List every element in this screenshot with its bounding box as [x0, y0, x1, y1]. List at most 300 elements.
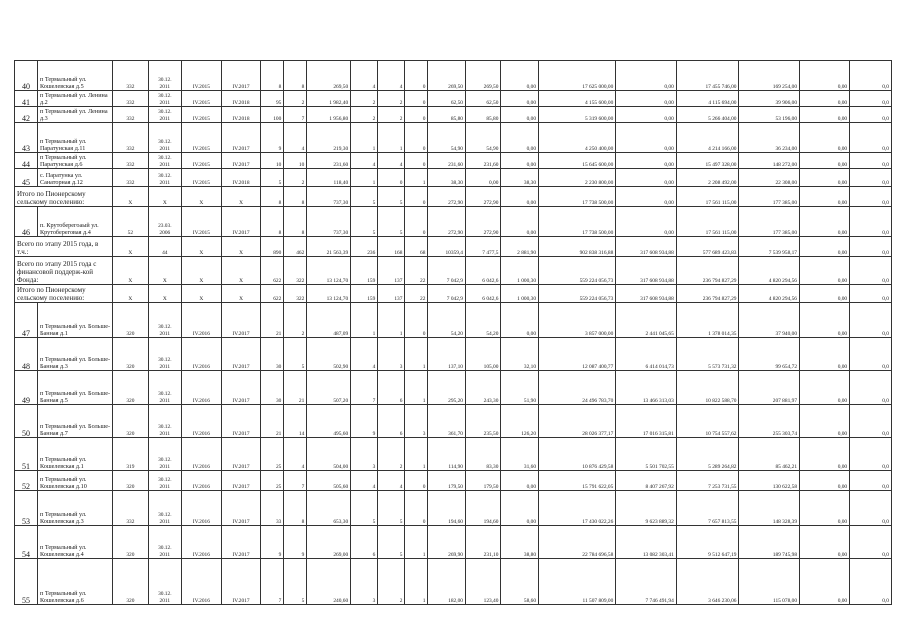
cell-p3: 0 — [405, 91, 428, 107]
cell-b: 2 — [284, 91, 307, 107]
cell-p1: 4 — [351, 61, 378, 91]
address-cell: п Термальный ул. Ленина д.2 — [37, 91, 112, 107]
cell-date: 23.03. 2006 — [148, 207, 181, 237]
table-row — [15, 207, 892, 237]
cell-t1: 15 791 622,05 — [539, 471, 616, 491]
table-row — [15, 123, 892, 153]
cell-q1: IV.2016 — [182, 471, 222, 491]
cell-q1: IV.2015 — [182, 123, 222, 153]
cell-t2: 317 608 934,88 — [616, 237, 677, 257]
cell-mo: 320 — [113, 559, 148, 605]
cell-t2: 0,00 — [616, 153, 677, 169]
cell-t6: 0,0 — [850, 491, 892, 526]
cell-t2: 0,00 — [616, 123, 677, 153]
cell-t6: 0,0 — [850, 257, 892, 285]
cell-t6: 0,0 — [850, 237, 892, 257]
cell-b: 7 — [284, 471, 307, 491]
cell-p3: 0 — [405, 187, 428, 207]
cell-q1: X — [182, 257, 222, 285]
cell-p1: 3 — [351, 559, 378, 605]
address-cell: п Термальный ул. Кошелевская д.10 — [37, 471, 112, 491]
table-row — [15, 91, 892, 107]
cell-date: 30.12. 2011 — [148, 471, 181, 491]
cell-s2: 272,90 — [465, 187, 500, 207]
cell-t6: 0,0 — [850, 207, 892, 237]
cell-b: 5 — [284, 338, 307, 371]
cell-p3: 1 — [405, 438, 428, 471]
cell-s1: 231,60 — [428, 153, 466, 169]
cell-a: 8 — [261, 207, 284, 237]
cell-p1: 2 — [351, 91, 378, 107]
address-cell: п. Крутоберегоаый ул. Крутобереговая д.4 — [37, 207, 112, 237]
cell-t1: 5 319 600,00 — [539, 107, 616, 123]
cell-q2: IV.2017 — [221, 61, 261, 91]
cell-a: 33 — [261, 491, 284, 526]
cell-q2: IV.2017 — [221, 559, 261, 605]
cell-s2: 6 042,6 — [465, 285, 500, 303]
cell-t6: 0,0 — [850, 107, 892, 123]
cell-q1: IV.2015 — [182, 207, 222, 237]
cell-p1: 5 — [351, 187, 378, 207]
cell-p3: 22 — [405, 257, 428, 285]
cell-t3: 5 573 731,32 — [676, 338, 739, 371]
cell-date: 30.12. 2011 — [148, 338, 181, 371]
cell-t4: 169 254,00 — [739, 61, 800, 91]
cell-t1: 24 496 783,70 — [539, 371, 616, 405]
cell-mo: 332 — [113, 169, 148, 187]
table-row — [15, 153, 892, 169]
cell-p1: 1 — [351, 169, 378, 187]
cell-p2: 4 — [378, 471, 405, 491]
cell-q2: IV.2017 — [221, 405, 261, 438]
cell-t4: 148 272,00 — [739, 153, 800, 169]
cell-b: 4 — [284, 123, 307, 153]
cell-a: 8 — [261, 187, 284, 207]
cell-q1: IV.2016 — [182, 559, 222, 605]
cell-t3: 17 561 115,00 — [676, 187, 739, 207]
cell-t4: 39 906,00 — [739, 91, 800, 107]
cell-t6: 0,0 — [850, 559, 892, 605]
cell-q2: X — [221, 285, 261, 303]
cell-mo: 332 — [113, 123, 148, 153]
cell-t6: 0,0 — [850, 371, 892, 405]
cell-mo: 320 — [113, 303, 148, 338]
row-number: 46 — [15, 207, 38, 237]
cell-p3: 0 — [405, 61, 428, 91]
cell-q2: IV.2017 — [221, 371, 261, 405]
cell-s3: 31,60 — [501, 438, 539, 471]
cell-s2: 7 477,5 — [465, 237, 500, 257]
cell-b: 8 — [284, 491, 307, 526]
cell-p1: 4 — [351, 153, 378, 169]
cell-p3: 0 — [405, 153, 428, 169]
cell-p1: 2 — [351, 107, 378, 123]
cell-mo: 320 — [113, 405, 148, 438]
cell-t5: 0,00 — [800, 207, 850, 237]
cell-t6: 0,0 — [850, 303, 892, 338]
cell-t3: 236 794 827,29 — [676, 285, 739, 303]
cell-t5: 0,00 — [800, 338, 850, 371]
cell-s3: 0,00 — [501, 207, 539, 237]
cell-t6: 0,0 — [850, 285, 892, 303]
row-number: 44 — [15, 153, 38, 169]
cell-t3: 5 266 404,00 — [676, 107, 739, 123]
cell-p3: 0 — [405, 207, 428, 237]
row-number: 52 — [15, 471, 38, 491]
cell-q2: IV.2018 — [221, 91, 261, 107]
row-number: 50 — [15, 405, 38, 438]
cell-t6: 0,0 — [850, 153, 892, 169]
cell-q2: IV.2017 — [221, 303, 261, 338]
cell-t4: 22 308,00 — [739, 169, 800, 187]
cell-t3: 4 115 694,00 — [676, 91, 739, 107]
cell-s2: 85,80 — [465, 107, 500, 123]
cell-date: X — [148, 257, 181, 285]
cell-p2: 5 — [378, 491, 405, 526]
cell-p3: 0 — [405, 123, 428, 153]
cell-s1: 10359,4 — [428, 237, 466, 257]
cell-mo: 320 — [113, 371, 148, 405]
cell-p2: 6 — [378, 371, 405, 405]
cell-b: 322 — [284, 285, 307, 303]
address-cell: п Термальный ул. Больше-Банная д.1 — [37, 303, 112, 338]
cell-p3: 1 — [405, 169, 428, 187]
cell-t3: 236 794 827,29 — [676, 257, 739, 285]
cell-q1: IV.2016 — [182, 526, 222, 559]
cell-a: 8 — [261, 61, 284, 91]
cell-t1: 17 625 000,00 — [539, 61, 616, 91]
cell-b: 4 — [284, 438, 307, 471]
table-total-row — [15, 257, 892, 285]
cell-date: 30.12. 2011 — [148, 123, 181, 153]
table-row — [15, 491, 892, 526]
cell-t5: 0,00 — [800, 91, 850, 107]
cell-a: 100 — [261, 107, 284, 123]
cell-s3: 0,00 — [501, 123, 539, 153]
cell-p3: 22 — [405, 285, 428, 303]
table-row — [15, 338, 892, 371]
cell-t6: 0,0 — [850, 61, 892, 91]
cell-t4: 189 745,98 — [739, 526, 800, 559]
cell-s3: 51,90 — [501, 371, 539, 405]
cell-s3: 0,00 — [501, 153, 539, 169]
cell-a: 9 — [261, 526, 284, 559]
cell-t2: 0,00 — [616, 61, 677, 91]
cell-q1: IV.2016 — [182, 491, 222, 526]
cell-s3: 38,30 — [501, 169, 539, 187]
cell-area: 118,40 — [307, 169, 351, 187]
cell-t1: 15 645 600,00 — [539, 153, 616, 169]
cell-area: 1 982,40 — [307, 91, 351, 107]
cell-t1: 17 738 500,00 — [539, 187, 616, 207]
cell-a: 9 — [261, 123, 284, 153]
cell-t1: 12 087 400,77 — [539, 338, 616, 371]
cell-b: 7 — [284, 107, 307, 123]
cell-mo: X — [113, 285, 148, 303]
row-number: 53 — [15, 491, 38, 526]
cell-mo: 332 — [113, 153, 148, 169]
table-total-row — [15, 285, 892, 303]
cell-s3: 0,00 — [501, 471, 539, 491]
cell-p2: 137 — [378, 285, 405, 303]
cell-area: 1 956,80 — [307, 107, 351, 123]
cell-date: 30.12. 2011 — [148, 303, 181, 338]
address-cell: п Термальный ул. Паратунская д.6 — [37, 153, 112, 169]
cell-b: 14 — [284, 405, 307, 438]
cell-t6: 0,0 — [850, 405, 892, 438]
cell-s1: 182,00 — [428, 559, 466, 605]
cell-q1: IV.2016 — [182, 438, 222, 471]
address-cell: п Термальный ул. Кошелевская д.3 — [37, 491, 112, 526]
cell-t2: 0,00 — [616, 169, 677, 187]
cell-date: 30.12. 2011 — [148, 107, 181, 123]
table-row — [15, 169, 892, 187]
cell-p2: 4 — [378, 153, 405, 169]
cell-t4: 148 328,39 — [739, 491, 800, 526]
cell-t5: 0,00 — [800, 107, 850, 123]
cell-p1: 1 — [351, 303, 378, 338]
cell-t1: 17 738 500,00 — [539, 207, 616, 237]
cell-q2: IV.2018 — [221, 169, 261, 187]
address-cell: п Термальный ул. Больше-Банная д.3 — [37, 338, 112, 371]
cell-q2: IV.2017 — [221, 526, 261, 559]
cell-t1: 559 224 056,73 — [539, 257, 616, 285]
row-number: 49 — [15, 371, 38, 405]
cell-t1: 4 155 600,00 — [539, 91, 616, 107]
cell-p1: 4 — [351, 338, 378, 371]
cell-area: 653,30 — [307, 491, 351, 526]
cell-q2: IV.2017 — [221, 153, 261, 169]
cell-t4: 99 654,72 — [739, 338, 800, 371]
cell-t3: 7 657 813,55 — [676, 491, 739, 526]
cell-area: 505,60 — [307, 471, 351, 491]
cell-s3: 0,00 — [501, 91, 539, 107]
cell-t4: 36 234,00 — [739, 123, 800, 153]
cell-mo: 320 — [113, 471, 148, 491]
cell-s3: 0,00 — [501, 107, 539, 123]
cell-t3: 577 689 423,83 — [676, 237, 739, 257]
cell-p3: 0 — [405, 303, 428, 338]
cell-a: 890 — [261, 237, 284, 257]
cell-a: 30 — [261, 338, 284, 371]
address-cell: п Термальный ул. Кошелевская д.4 — [37, 526, 112, 559]
cell-s1: 137,10 — [428, 338, 466, 371]
row-number: 45 — [15, 169, 38, 187]
cell-p2: 5 — [378, 526, 405, 559]
cell-date: 30.12. 2011 — [148, 91, 181, 107]
cell-s3: 1 000,30 — [501, 285, 539, 303]
cell-mo: 320 — [113, 338, 148, 371]
address-cell: п Термальный ул. Кошелевская д.5 — [37, 61, 112, 91]
cell-p1: 3 — [351, 438, 378, 471]
address-cell: п Термальный ул. Паратунская д.11 — [37, 123, 112, 153]
cell-t5: 0,00 — [800, 169, 850, 187]
cell-p2: 1 — [378, 303, 405, 338]
cell-area: 21 563,39 — [307, 237, 351, 257]
cell-t2: 0,00 — [616, 207, 677, 237]
cell-s2: 231,10 — [465, 526, 500, 559]
table-row — [15, 371, 892, 405]
table-row — [15, 405, 892, 438]
cell-p2: 4 — [378, 61, 405, 91]
cell-area: 231,60 — [307, 153, 351, 169]
cell-p1: 5 — [351, 491, 378, 526]
cell-t1: 902 838 316,88 — [539, 237, 616, 257]
table-total-row — [15, 237, 892, 257]
cell-a: 30 — [261, 371, 284, 405]
cell-b: 2 — [284, 169, 307, 187]
cell-t1: 10 876 429,58 — [539, 438, 616, 471]
cell-t2: 0,00 — [616, 107, 677, 123]
address-cell: п Термальный ул. Кошелевская д.6 — [37, 559, 112, 605]
cell-t5: 0,00 — [800, 303, 850, 338]
cell-t4: 4 820 294,56 — [739, 257, 800, 285]
cell-q1: IV.2015 — [182, 169, 222, 187]
cell-t2: 7 746 491,94 — [616, 559, 677, 605]
cell-p2: 2 — [378, 91, 405, 107]
cell-mo: 332 — [113, 61, 148, 91]
cell-date: 44 — [148, 237, 181, 257]
cell-t5: 0,00 — [800, 371, 850, 405]
row-number: 51 — [15, 438, 38, 471]
cell-t4: 130 622,58 — [739, 471, 800, 491]
cell-s2: 269,50 — [465, 61, 500, 91]
cell-area: 240,60 — [307, 559, 351, 605]
cell-t1: 3 857 000,00 — [539, 303, 616, 338]
cell-t6: 0,0 — [850, 471, 892, 491]
cell-s2: 179,50 — [465, 471, 500, 491]
cell-p2: 137 — [378, 257, 405, 285]
cell-t5: 0,00 — [800, 491, 850, 526]
cell-t3: 7 253 731,55 — [676, 471, 739, 491]
cell-q1: X — [182, 285, 222, 303]
cell-s2: 0,00 — [465, 169, 500, 187]
cell-s1: 361,70 — [428, 405, 466, 438]
cell-t2: 9 623 889,32 — [616, 491, 677, 526]
cell-p2: 0 — [378, 169, 405, 187]
cell-s1: 7 042,9 — [428, 285, 466, 303]
cell-q1: IV.2015 — [182, 153, 222, 169]
cell-s1: 54,90 — [428, 123, 466, 153]
cell-t4: 115 078,00 — [739, 559, 800, 605]
row-number: 42 — [15, 107, 38, 123]
cell-t5: 0,00 — [800, 153, 850, 169]
row-number: 43 — [15, 123, 38, 153]
cell-t2: 13 082 303,41 — [616, 526, 677, 559]
cell-mo: 332 — [113, 107, 148, 123]
cell-q2: X — [221, 257, 261, 285]
address-cell: с. Паратунка ул. Санаторная д.12 — [37, 169, 112, 187]
cell-date: 30.12. 2011 — [148, 153, 181, 169]
cell-t3: 2 208 492,00 — [676, 169, 739, 187]
cell-t2: 13 466 313,03 — [616, 371, 677, 405]
cell-s3: 126,20 — [501, 405, 539, 438]
cell-t4: 4 820 294,56 — [739, 285, 800, 303]
cell-s2: 54,90 — [465, 123, 500, 153]
cell-area: 13 124,70 — [307, 257, 351, 285]
cell-p3: 68 — [405, 237, 428, 257]
cell-date: 30.12. 2011 — [148, 61, 181, 91]
cell-q2: IV.2018 — [221, 107, 261, 123]
cell-date: 30.12. 2011 — [148, 559, 181, 605]
cell-area: 219,30 — [307, 123, 351, 153]
cell-b: 21 — [284, 371, 307, 405]
cell-q1: IV.2016 — [182, 303, 222, 338]
cell-date: 30.12. 2011 — [148, 371, 181, 405]
table-row — [15, 526, 892, 559]
cell-date: X — [148, 187, 181, 207]
cell-b: 462 — [284, 237, 307, 257]
cell-mo: 332 — [113, 91, 148, 107]
cell-t2: 6 414 014,73 — [616, 338, 677, 371]
cell-t2: 317 608 934,88 — [616, 257, 677, 285]
cell-t5: 0,00 — [800, 438, 850, 471]
cell-area: 737,30 — [307, 207, 351, 237]
cell-q1: X — [182, 237, 222, 257]
cell-p1: 236 — [351, 237, 378, 257]
cell-p1: 1 — [351, 123, 378, 153]
cell-date: 30.12. 2011 — [148, 526, 181, 559]
cell-p2: 1 — [378, 123, 405, 153]
cell-date: 30.12. 2011 — [148, 405, 181, 438]
cell-t6: 0,0 — [850, 91, 892, 107]
cell-q1: IV.2016 — [182, 371, 222, 405]
cell-t3: 9 512 647,19 — [676, 526, 739, 559]
cell-a: 25 — [261, 471, 284, 491]
cell-t6: 0,0 — [850, 438, 892, 471]
cell-q1: IV.2015 — [182, 91, 222, 107]
cell-t2: 8 407 267,92 — [616, 471, 677, 491]
cell-p1: 9 — [351, 405, 378, 438]
cell-q1: IV.2016 — [182, 405, 222, 438]
cell-q2: X — [221, 187, 261, 207]
cell-p2: 168 — [378, 237, 405, 257]
cell-t2: 2 441 045,65 — [616, 303, 677, 338]
cell-q2: IV.2017 — [221, 491, 261, 526]
cell-b: 5 — [284, 559, 307, 605]
row-number: 41 — [15, 91, 38, 107]
cell-q2: IV.2017 — [221, 123, 261, 153]
cell-mo: 320 — [113, 526, 148, 559]
cell-t2: 317 608 934,88 — [616, 285, 677, 303]
cell-t1: 22 784 696,58 — [539, 526, 616, 559]
row-number: 40 — [15, 61, 38, 91]
cell-p2: 2 — [378, 438, 405, 471]
row-label: Итого по Пионерскому сельскому поселению: — [15, 285, 113, 303]
cell-s3: 32,10 — [501, 338, 539, 371]
cell-b: 8 — [284, 61, 307, 91]
cell-s2: 235,50 — [465, 405, 500, 438]
cell-q1: IV.2016 — [182, 338, 222, 371]
cell-a: 21 — [261, 303, 284, 338]
cell-t4: 7 539 958,17 — [739, 237, 800, 257]
cell-t4: 177 385,00 — [739, 207, 800, 237]
cell-p1: 4 — [351, 471, 378, 491]
cell-t3: 17 455 746,00 — [676, 61, 739, 91]
cell-s1: 179,50 — [428, 471, 466, 491]
cell-p2: 3 — [378, 338, 405, 371]
cell-s3: 1 000,30 — [501, 257, 539, 285]
cell-p1: 159 — [351, 257, 378, 285]
cell-area: 502,90 — [307, 338, 351, 371]
row-number: 48 — [15, 338, 38, 371]
cell-t2: 5 501 702,55 — [616, 438, 677, 471]
cell-t4: 177 385,00 — [739, 187, 800, 207]
cell-a: 95 — [261, 91, 284, 107]
cell-s1: 85,80 — [428, 107, 466, 123]
cell-area: 495,60 — [307, 405, 351, 438]
cell-t3: 5 289 264,82 — [676, 438, 739, 471]
